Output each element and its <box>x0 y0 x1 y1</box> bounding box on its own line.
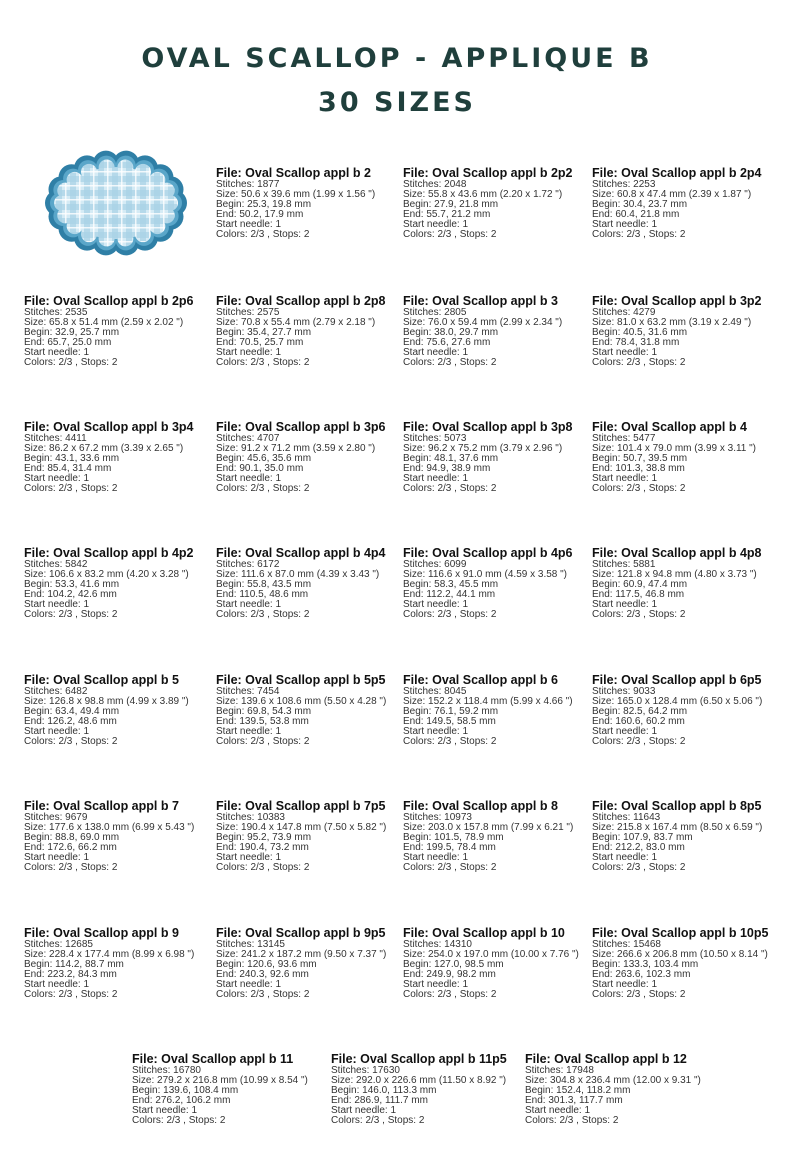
file-start-needle: Start needle: 1 <box>592 347 658 358</box>
file-size: Size: 65.8 x 51.4 mm (2.59 x 2.02 ") <box>24 317 184 328</box>
file-card <box>24 799 214 873</box>
file-begin: Begin: 95.2, 73.9 mm <box>216 832 312 843</box>
file-stitches: Stitches: 10973 <box>403 812 472 823</box>
file-size: Size: 126.8 x 98.8 mm (4.99 x 3.89 ") <box>24 696 189 707</box>
file-colors-stops: Colors: 2/3 , Stops: 2 <box>403 989 497 1000</box>
file-card <box>403 799 593 873</box>
file-colors-stops: Colors: 2/3 , Stops: 2 <box>216 357 310 368</box>
file-card <box>216 926 406 1000</box>
file-begin: Begin: 107.9, 83.7 mm <box>592 832 693 843</box>
file-colors-stops: Colors: 2/3 , Stops: 2 <box>592 989 686 1000</box>
file-begin: Begin: 53.3, 41.6 mm <box>24 579 120 590</box>
file-stitches: Stitches: 9033 <box>592 686 656 697</box>
file-card <box>403 673 593 747</box>
file-end: End: 199.5, 78.4 mm <box>403 842 496 853</box>
file-start-needle: Start needle: 1 <box>592 219 658 230</box>
file-end: End: 160.6, 60.2 mm <box>592 716 685 727</box>
file-size: Size: 152.2 x 118.4 mm (5.99 x 4.66 ") <box>403 696 573 707</box>
file-start-needle: Start needle: 1 <box>24 852 90 863</box>
file-start-needle: Start needle: 1 <box>216 726 282 737</box>
file-begin: Begin: 120.6, 93.6 mm <box>216 959 317 970</box>
file-begin: Begin: 114.2, 88.7 mm <box>24 959 124 970</box>
file-start-needle: Start needle: 1 <box>403 473 469 484</box>
file-name: File: Oval Scallop appl b 2p2 <box>403 166 573 180</box>
file-stitches: Stitches: 2805 <box>403 307 467 318</box>
file-card <box>525 1052 715 1126</box>
file-begin: Begin: 48.1, 37.6 mm <box>403 453 499 464</box>
file-card <box>592 294 782 368</box>
file-card <box>216 166 406 240</box>
file-start-needle: Start needle: 1 <box>216 219 282 230</box>
file-end: End: 240.3, 92.6 mm <box>216 969 309 980</box>
file-begin: Begin: 60.9, 47.4 mm <box>592 579 688 590</box>
file-start-needle: Start needle: 1 <box>24 347 90 358</box>
file-colors-stops: Colors: 2/3 , Stops: 2 <box>132 1115 226 1126</box>
file-start-needle: Start needle: 1 <box>24 599 90 610</box>
page-title: OVAL SCALLOP - APPLIQUE B <box>141 43 653 74</box>
file-card <box>132 1052 322 1126</box>
file-name: File: Oval Scallop appl b 10 <box>403 926 565 940</box>
file-start-needle: Start needle: 1 <box>592 852 658 863</box>
file-colors-stops: Colors: 2/3 , Stops: 2 <box>24 357 118 368</box>
file-start-needle: Start needle: 1 <box>592 599 658 610</box>
file-end: End: 212.2, 83.0 mm <box>592 842 685 853</box>
file-end: End: 101.3, 38.8 mm <box>592 463 685 474</box>
file-end: End: 85.4, 31.4 mm <box>24 463 112 474</box>
file-colors-stops: Colors: 2/3 , Stops: 2 <box>216 229 310 240</box>
file-stitches: Stitches: 6482 <box>24 686 88 697</box>
file-stitches: Stitches: 9679 <box>24 812 88 823</box>
file-size: Size: 266.6 x 206.8 mm (10.50 x 8.14 ") <box>592 949 768 960</box>
file-card <box>592 546 782 620</box>
file-card <box>592 926 782 1000</box>
file-size: Size: 106.6 x 83.2 mm (4.20 x 3.28 ") <box>24 569 189 580</box>
file-card <box>403 546 593 620</box>
file-start-needle: Start needle: 1 <box>216 979 282 990</box>
file-name: File: Oval Scallop appl b 4p6 <box>403 546 573 560</box>
file-name: File: Oval Scallop appl b 5 <box>24 673 179 687</box>
file-card <box>592 799 782 873</box>
file-end: End: 126.2, 48.6 mm <box>24 716 117 727</box>
file-stitches: Stitches: 17948 <box>525 1065 594 1076</box>
file-start-needle: Start needle: 1 <box>403 219 469 230</box>
file-end: End: 70.5, 25.7 mm <box>216 337 304 348</box>
file-card <box>216 673 406 747</box>
file-stitches: Stitches: 2575 <box>216 307 280 318</box>
file-card <box>24 673 214 747</box>
file-end: End: 172.6, 66.2 mm <box>24 842 117 853</box>
file-card <box>216 799 406 873</box>
file-size: Size: 121.8 x 94.8 mm (4.80 x 3.73 ") <box>592 569 757 580</box>
file-stitches: Stitches: 5073 <box>403 433 467 444</box>
file-size: Size: 165.0 x 128.4 mm (6.50 x 5.06 ") <box>592 696 763 707</box>
file-colors-stops: Colors: 2/3 , Stops: 2 <box>525 1115 619 1126</box>
file-card <box>592 420 782 494</box>
file-stitches: Stitches: 2535 <box>24 307 88 318</box>
file-colors-stops: Colors: 2/3 , Stops: 2 <box>403 862 497 873</box>
file-begin: Begin: 32.9, 25.7 mm <box>24 327 120 338</box>
file-start-needle: Start needle: 1 <box>132 1105 198 1116</box>
file-begin: Begin: 38.0, 29.7 mm <box>403 327 499 338</box>
file-colors-stops: Colors: 2/3 , Stops: 2 <box>216 483 310 494</box>
file-end: End: 263.6, 102.3 mm <box>592 969 691 980</box>
file-size: Size: 177.6 x 138.0 mm (6.99 x 5.43 ") <box>24 822 195 833</box>
file-name: File: Oval Scallop appl b 6p5 <box>592 673 762 687</box>
file-end: End: 90.1, 35.0 mm <box>216 463 304 474</box>
file-stitches: Stitches: 14310 <box>403 939 472 950</box>
file-stitches: Stitches: 13145 <box>216 939 285 950</box>
file-start-needle: Start needle: 1 <box>592 726 658 737</box>
file-stitches: Stitches: 5881 <box>592 559 656 570</box>
file-size: Size: 228.4 x 177.4 mm (8.99 x 6.98 ") <box>24 949 195 960</box>
file-name: File: Oval Scallop appl b 3p6 <box>216 420 386 434</box>
file-name: File: Oval Scallop appl b 9p5 <box>216 926 386 940</box>
file-end: End: 112.2, 44.1 mm <box>403 589 496 600</box>
file-begin: Begin: 76.1, 59.2 mm <box>403 706 499 717</box>
file-begin: Begin: 58.3, 45.5 mm <box>403 579 499 590</box>
file-colors-stops: Colors: 2/3 , Stops: 2 <box>403 483 497 494</box>
file-end: End: 104.2, 42.6 mm <box>24 589 117 600</box>
file-end: End: 75.6, 27.6 mm <box>403 337 491 348</box>
file-colors-stops: Colors: 2/3 , Stops: 2 <box>216 609 310 620</box>
file-card <box>216 420 406 494</box>
file-card <box>403 166 593 240</box>
file-end: End: 78.4, 31.8 mm <box>592 337 680 348</box>
file-size: Size: 254.0 x 197.0 mm (10.00 x 7.76 ") <box>403 949 579 960</box>
file-stitches: Stitches: 7454 <box>216 686 280 697</box>
file-end: End: 65.7, 25.0 mm <box>24 337 112 348</box>
file-size: Size: 292.0 x 226.6 mm (11.50 x 8.92 ") <box>331 1075 507 1086</box>
file-name: File: Oval Scallop appl b 6 <box>403 673 558 687</box>
file-stitches: Stitches: 12685 <box>24 939 93 950</box>
file-begin: Begin: 139.6, 108.4 mm <box>132 1085 239 1096</box>
file-start-needle: Start needle: 1 <box>216 473 282 484</box>
file-size: Size: 215.8 x 167.4 mm (8.50 x 6.59 ") <box>592 822 763 833</box>
file-size: Size: 190.4 x 147.8 mm (7.50 x 5.82 ") <box>216 822 387 833</box>
file-colors-stops: Colors: 2/3 , Stops: 2 <box>24 736 118 747</box>
file-start-needle: Start needle: 1 <box>525 1105 591 1116</box>
file-name: File: Oval Scallop appl b 3p4 <box>24 420 194 434</box>
file-name: File: Oval Scallop appl b 5p5 <box>216 673 386 687</box>
file-end: End: 190.4, 73.2 mm <box>216 842 309 853</box>
file-stitches: Stitches: 2253 <box>592 179 656 190</box>
file-begin: Begin: 35.4, 27.7 mm <box>216 327 312 338</box>
file-colors-stops: Colors: 2/3 , Stops: 2 <box>24 989 118 1000</box>
file-colors-stops: Colors: 2/3 , Stops: 2 <box>592 862 686 873</box>
file-start-needle: Start needle: 1 <box>216 599 282 610</box>
file-colors-stops: Colors: 2/3 , Stops: 2 <box>216 736 310 747</box>
file-stitches: Stitches: 10383 <box>216 812 285 823</box>
file-end: End: 117.5, 46.8 mm <box>592 589 685 600</box>
file-name: File: Oval Scallop appl b 4p2 <box>24 546 194 560</box>
file-start-needle: Start needle: 1 <box>24 726 90 737</box>
file-begin: Begin: 101.5, 78.9 mm <box>403 832 504 843</box>
file-size: Size: 241.2 x 187.2 mm (9.50 x 7.37 ") <box>216 949 387 960</box>
file-end: End: 286.9, 111.7 mm <box>331 1095 428 1106</box>
file-size: Size: 101.4 x 79.0 mm (3.99 x 3.11 ") <box>592 443 757 454</box>
file-card <box>216 294 406 368</box>
file-end: End: 223.2, 84.3 mm <box>24 969 117 980</box>
file-size: Size: 60.8 x 47.4 mm (2.39 x 1.87 ") <box>592 189 752 200</box>
file-card <box>216 546 406 620</box>
file-start-needle: Start needle: 1 <box>403 347 469 358</box>
file-card <box>24 294 214 368</box>
file-end: End: 301.3, 117.7 mm <box>525 1095 623 1106</box>
file-size: Size: 76.0 x 59.4 mm (2.99 x 2.34 ") <box>403 317 563 328</box>
file-end: End: 249.9, 98.2 mm <box>403 969 496 980</box>
file-start-needle: Start needle: 1 <box>592 473 658 484</box>
file-start-needle: Start needle: 1 <box>403 726 469 737</box>
file-name: File: Oval Scallop appl b 7 <box>24 799 179 813</box>
file-colors-stops: Colors: 2/3 , Stops: 2 <box>24 609 118 620</box>
file-name: File: Oval Scallop appl b 4p4 <box>216 546 386 560</box>
file-colors-stops: Colors: 2/3 , Stops: 2 <box>403 357 497 368</box>
file-begin: Begin: 152.4, 118.2 mm <box>525 1085 631 1096</box>
file-start-needle: Start needle: 1 <box>216 347 282 358</box>
file-stitches: Stitches: 8045 <box>403 686 467 697</box>
file-begin: Begin: 45.6, 35.6 mm <box>216 453 312 464</box>
file-end: End: 94.9, 38.9 mm <box>403 463 491 474</box>
file-size: Size: 279.2 x 216.8 mm (10.99 x 8.54 ") <box>132 1075 308 1086</box>
file-colors-stops: Colors: 2/3 , Stops: 2 <box>403 229 497 240</box>
file-name: File: Oval Scallop appl b 11p5 <box>331 1052 507 1066</box>
file-stitches: Stitches: 4279 <box>592 307 656 318</box>
file-colors-stops: Colors: 2/3 , Stops: 2 <box>592 609 686 620</box>
file-size: Size: 50.6 x 39.6 mm (1.99 x 1.56 ") <box>216 189 376 200</box>
file-name: File: Oval Scallop appl b 10p5 <box>592 926 769 940</box>
file-begin: Begin: 63.4, 49.4 mm <box>24 706 120 717</box>
file-card <box>403 420 593 494</box>
file-begin: Begin: 30.4, 23.7 mm <box>592 199 688 210</box>
file-colors-stops: Colors: 2/3 , Stops: 2 <box>216 862 310 873</box>
file-stitches: Stitches: 1877 <box>216 179 280 190</box>
file-name: File: Oval Scallop appl b 2p6 <box>24 294 194 308</box>
file-card <box>403 294 593 368</box>
file-colors-stops: Colors: 2/3 , Stops: 2 <box>592 483 686 494</box>
file-size: Size: 55.8 x 43.6 mm (2.20 x 1.72 ") <box>403 189 563 200</box>
file-colors-stops: Colors: 2/3 , Stops: 2 <box>24 483 118 494</box>
file-end: End: 139.5, 53.8 mm <box>216 716 309 727</box>
file-end: End: 50.2, 17.9 mm <box>216 209 304 220</box>
file-name: File: Oval Scallop appl b 8p5 <box>592 799 762 813</box>
file-stitches: Stitches: 11643 <box>592 812 661 823</box>
file-name: File: Oval Scallop appl b 12 <box>525 1052 687 1066</box>
file-size: Size: 96.2 x 75.2 mm (3.79 x 2.96 ") <box>403 443 563 454</box>
file-colors-stops: Colors: 2/3 , Stops: 2 <box>331 1115 425 1126</box>
file-begin: Begin: 55.8, 43.5 mm <box>216 579 312 590</box>
file-size: Size: 116.6 x 91.0 mm (4.59 x 3.58 ") <box>403 569 568 580</box>
file-name: File: Oval Scallop appl b 2 <box>216 166 371 180</box>
file-card <box>24 420 214 494</box>
file-stitches: Stitches: 17630 <box>331 1065 400 1076</box>
file-begin: Begin: 43.1, 33.6 mm <box>24 453 120 464</box>
file-size: Size: 203.0 x 157.8 mm (7.99 x 6.21 ") <box>403 822 574 833</box>
file-colors-stops: Colors: 2/3 , Stops: 2 <box>403 609 497 620</box>
file-colors-stops: Colors: 2/3 , Stops: 2 <box>24 862 118 873</box>
file-name: File: Oval Scallop appl b 2p4 <box>592 166 762 180</box>
file-card <box>24 926 214 1000</box>
file-stitches: Stitches: 15468 <box>592 939 661 950</box>
file-start-needle: Start needle: 1 <box>216 852 282 863</box>
file-size: Size: 91.2 x 71.2 mm (3.59 x 2.80 ") <box>216 443 376 454</box>
oval-scallop-applique-image <box>42 148 190 258</box>
file-name: File: Oval Scallop appl b 3p2 <box>592 294 762 308</box>
file-begin: Begin: 69.8, 54.3 mm <box>216 706 312 717</box>
file-size: Size: 81.0 x 63.2 mm (3.19 x 2.49 ") <box>592 317 752 328</box>
file-colors-stops: Colors: 2/3 , Stops: 2 <box>592 229 686 240</box>
file-stitches: Stitches: 5842 <box>24 559 88 570</box>
file-begin: Begin: 146.0, 113.3 mm <box>331 1085 437 1096</box>
file-size: Size: 304.8 x 236.4 mm (12.00 x 9.31 ") <box>525 1075 701 1086</box>
file-name: File: Oval Scallop appl b 7p5 <box>216 799 386 813</box>
file-end: End: 149.5, 58.5 mm <box>403 716 496 727</box>
file-stitches: Stitches: 16780 <box>132 1065 201 1076</box>
file-end: End: 110.5, 48.6 mm <box>216 589 309 600</box>
file-begin: Begin: 25.3, 19.8 mm <box>216 199 312 210</box>
file-stitches: Stitches: 6172 <box>216 559 280 570</box>
file-start-needle: Start needle: 1 <box>403 852 469 863</box>
file-colors-stops: Colors: 2/3 , Stops: 2 <box>403 736 497 747</box>
file-size: Size: 111.6 x 87.0 mm (4.39 x 3.43 ") <box>216 569 380 580</box>
file-size: Size: 139.6 x 108.6 mm (5.50 x 4.28 ") <box>216 696 387 707</box>
file-stitches: Stitches: 4411 <box>24 433 87 444</box>
file-start-needle: Start needle: 1 <box>592 979 658 990</box>
file-card <box>592 166 782 240</box>
file-stitches: Stitches: 2048 <box>403 179 467 190</box>
file-colors-stops: Colors: 2/3 , Stops: 2 <box>592 357 686 368</box>
file-start-needle: Start needle: 1 <box>331 1105 397 1116</box>
file-card <box>24 546 214 620</box>
file-begin: Begin: 27.9, 21.8 mm <box>403 199 499 210</box>
file-name: File: Oval Scallop appl b 3p8 <box>403 420 573 434</box>
file-name: File: Oval Scallop appl b 3 <box>403 294 558 308</box>
page-subtitle: 30 SIZES <box>318 87 476 118</box>
file-card <box>403 926 593 1000</box>
file-colors-stops: Colors: 2/3 , Stops: 2 <box>592 736 686 747</box>
file-begin: Begin: 50.7, 39.5 mm <box>592 453 688 464</box>
file-name: File: Oval Scallop appl b 4p8 <box>592 546 762 560</box>
file-stitches: Stitches: 6099 <box>403 559 467 570</box>
file-start-needle: Start needle: 1 <box>403 979 469 990</box>
file-start-needle: Start needle: 1 <box>24 979 90 990</box>
file-card <box>592 673 782 747</box>
file-name: File: Oval Scallop appl b 2p8 <box>216 294 386 308</box>
file-name: File: Oval Scallop appl b 11 <box>132 1052 294 1066</box>
file-card <box>331 1052 521 1126</box>
file-stitches: Stitches: 5477 <box>592 433 656 444</box>
file-start-needle: Start needle: 1 <box>24 473 90 484</box>
file-size: Size: 86.2 x 67.2 mm (3.39 x 2.65 ") <box>24 443 184 454</box>
file-begin: Begin: 40.5, 31.6 mm <box>592 327 688 338</box>
file-name: File: Oval Scallop appl b 4 <box>592 420 747 434</box>
file-name: File: Oval Scallop appl b 8 <box>403 799 558 813</box>
file-begin: Begin: 133.3, 103.4 mm <box>592 959 699 970</box>
file-stitches: Stitches: 4707 <box>216 433 280 444</box>
file-size: Size: 70.8 x 55.4 mm (2.79 x 2.18 ") <box>216 317 376 328</box>
file-begin: Begin: 82.5, 64.2 mm <box>592 706 688 717</box>
file-colors-stops: Colors: 2/3 , Stops: 2 <box>216 989 310 1000</box>
file-begin: Begin: 127.0, 98.5 mm <box>403 959 504 970</box>
file-start-needle: Start needle: 1 <box>403 599 469 610</box>
file-end: End: 55.7, 21.2 mm <box>403 209 491 220</box>
file-end: End: 60.4, 21.8 mm <box>592 209 680 220</box>
file-end: End: 276.2, 106.2 mm <box>132 1095 231 1106</box>
file-begin: Begin: 88.8, 69.0 mm <box>24 832 120 843</box>
file-name: File: Oval Scallop appl b 9 <box>24 926 179 940</box>
